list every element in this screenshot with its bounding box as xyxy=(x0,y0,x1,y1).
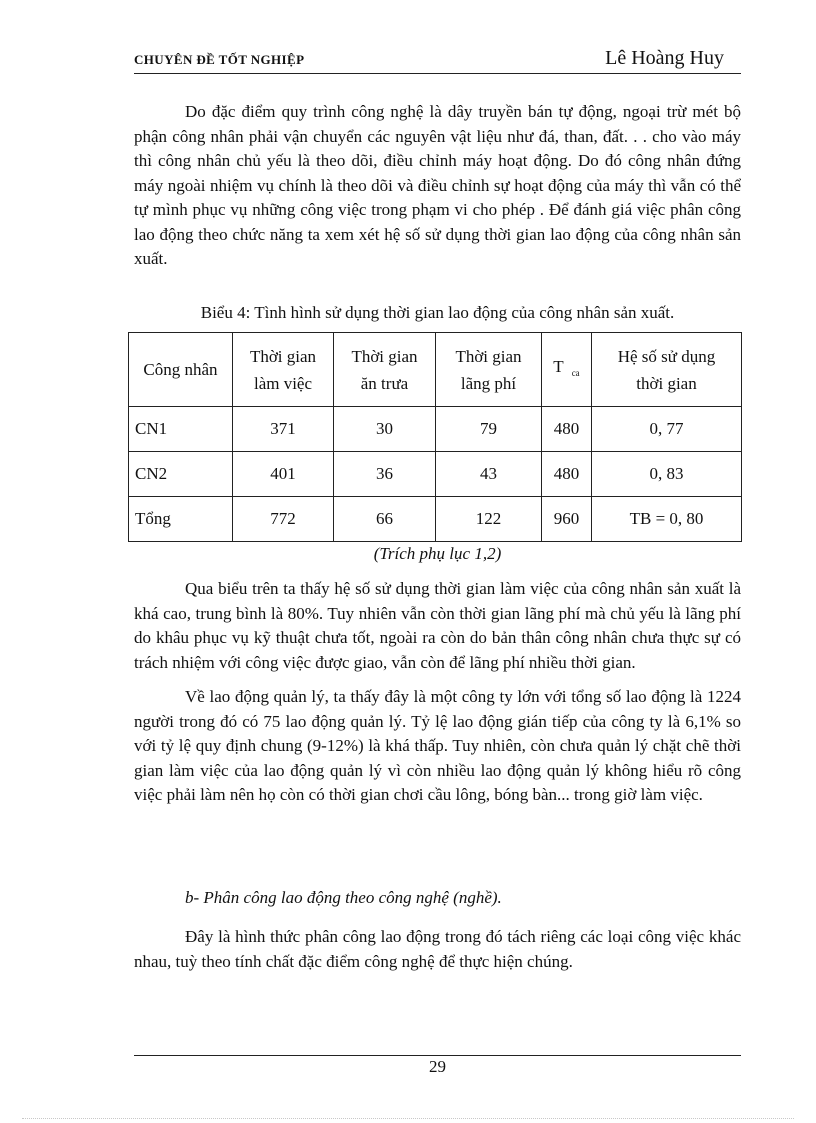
header-wasted-time xyxy=(436,333,542,407)
table-cell: 401 xyxy=(233,452,334,497)
table-cell: 480 xyxy=(542,407,592,452)
header-utilization-ratio-line2: thời gian xyxy=(636,373,697,393)
analysis-section xyxy=(134,577,741,808)
table-cell: Tổng xyxy=(129,497,233,542)
table-cell: 79 xyxy=(436,407,542,452)
table-cell: 0, 83 xyxy=(592,452,742,497)
technology-section xyxy=(134,925,741,974)
header-working-time xyxy=(233,333,334,407)
table-cell: 43 xyxy=(436,452,542,497)
table-source-note: (Trích phụ lục 1,2) xyxy=(373,544,502,563)
paragraph-3: Về lao động quản lý, ta thấy đây là một công ty lớn với tổng số lao động là 1224 người trong đó có 75 lao động quản lý. Tỷ lệ lao động gián tiếp của công ty là 6,1% so với tỷ lệ quy định chung (9-12%) là khá thấp. Tuy nhiên, còn chưa quản lý chặt chẽ thời gian làm việc của lao động quản lý vì còn nhiều lao động quản lý không hiểu rõ công việc phải làm nên họ còn có thời gian chơi cầu lông, bóng bàn... trong giờ làm việc. xyxy=(134,687,741,804)
header-worker: Công nhân xyxy=(129,333,233,407)
header-wasted-time-line2: lãng phí xyxy=(460,373,517,393)
footer-divider xyxy=(134,1055,741,1056)
table-cell: 66 xyxy=(334,497,436,542)
table-cell: CN2 xyxy=(129,452,233,497)
paragraph-1: Do đặc điểm quy trình công nghệ là dây truyền bán tự động, ngoại trừ mét bộ phận công nhân phải vận chuyển các nguyên vật liệu như đá, than, đất. . . cho vào máy thì công nhân chủ yếu là theo dõi, điều chỉnh máy hoạt động. Do đó công nhân đứng máy ngoài nhiệm vụ chính là theo dõi và điều chỉnh sự hoạt động của máy thì vẫn có thể tự mình phục vụ những công việc trong phạm vi cho phép . Để đánh giá việc phân công lao động theo chức năng ta xem xét hệ số sử dụng thời gian lao động của công nhân sản xuất. xyxy=(134,102,741,268)
header-lunch-time xyxy=(334,333,436,407)
section-subheading: b- Phân công lao động theo công nghệ (nghề). xyxy=(185,888,502,907)
table-cell: 0, 77 xyxy=(592,407,742,452)
paragraph-2: Qua biểu trên ta thấy hệ số sử dụng thời gian làm việc của công nhân sản xuất là khá cao, trung bình là 80%. Tuy nhiên vẫn còn thời gian lãng phí mà chủ yếu là lãng phí do khâu phục vụ kỹ thuật chưa tốt, ngoài ra còn do bản thân công nhân chưa thực sự có trách nhiệm với công việc được giao, vẫn còn để lãng phí nhiều thời gian. xyxy=(134,579,741,672)
page-edge-border xyxy=(22,1118,794,1119)
header-working-time-line2: làm việc xyxy=(253,373,313,393)
header-wasted-time-line1: Thời gian xyxy=(455,346,522,366)
table-cell: 30 xyxy=(334,407,436,452)
table-caption: Biểu 4: Tình hình sử dụng thời gian lao động của công nhân sản xuất. xyxy=(200,303,675,322)
table-header-row xyxy=(129,333,742,407)
header-utilization-ratio-line1: Hệ số sử dụng xyxy=(617,346,716,366)
header-shift-time xyxy=(542,333,592,407)
header-shift-time-sub: ca xyxy=(571,367,580,378)
paragraph-4: Đây là hình thức phân công lao động trong đó tách riêng các loại công việc khác nhau, tuỳ theo tính chất đặc điểm công nghệ để thực hiện chúng. xyxy=(134,927,741,971)
table-total-row xyxy=(129,497,742,542)
header-working-time-line1: Thời gian xyxy=(249,346,317,366)
table-cell: CN1 xyxy=(129,407,233,452)
header-shift-time-main: T xyxy=(553,356,564,376)
header-lunch-time-line1: Thời gian xyxy=(351,346,418,366)
labor-time-table xyxy=(128,332,742,542)
table-cell: TB = 0, 80 xyxy=(592,497,742,542)
intro-section xyxy=(134,100,741,272)
table-cell: 122 xyxy=(436,497,542,542)
table-cell: 371 xyxy=(233,407,334,452)
table-cell: 772 xyxy=(233,497,334,542)
author-name: Lê Hoàng Huy xyxy=(605,47,724,69)
table-cell: 480 xyxy=(542,452,592,497)
table-row xyxy=(129,407,742,452)
table-cell: 960 xyxy=(542,497,592,542)
table-row xyxy=(129,452,742,497)
page-number: 29 xyxy=(429,1057,446,1076)
header-lunch-time-line2: ăn trưa xyxy=(360,373,409,393)
table-cell: 36 xyxy=(334,452,436,497)
document-header-title: CHUYÊN ĐỀ TỐT NGHIỆP xyxy=(134,52,305,67)
header-divider xyxy=(134,73,741,74)
header-utilization-ratio xyxy=(592,333,742,407)
